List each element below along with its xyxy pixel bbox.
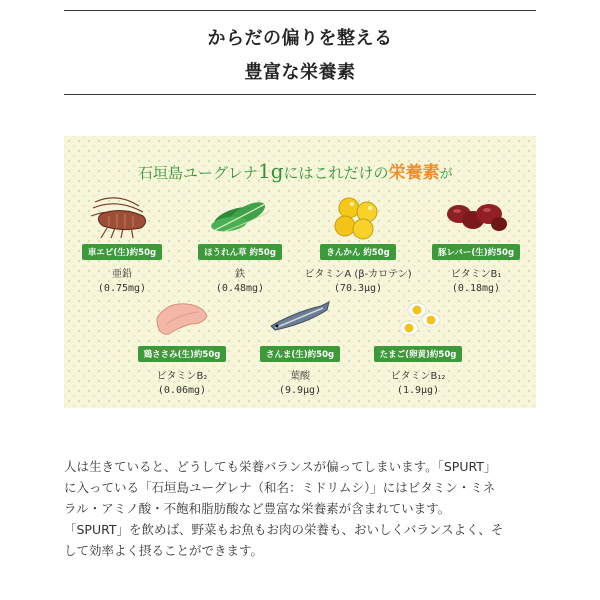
panel-title [138, 158, 468, 183]
spinach-icon [205, 192, 275, 240]
kumquat-icon [323, 192, 393, 240]
description-line: 「SPURT」を飲めば、野菜もお魚もお肉の栄養も、おいしくバランスよく、そ [64, 522, 504, 537]
nutrient-item-shrimp [64, 192, 180, 294]
nutrient-name: ビタミンB₂ [156, 371, 208, 382]
shrimp-icon [87, 192, 157, 240]
description-line: に入っている「石垣島ユーグレナ（和名：ミドリムシ）」にはビタミン・ミネ [64, 480, 496, 495]
description-line: して効率よく摂ることができます。 [64, 543, 264, 558]
nutrient-item-chicken [124, 294, 240, 396]
nutrient-panel [64, 136, 536, 408]
section-heading-line1: からだの偏りを整える [207, 28, 393, 49]
panel-title-part1: 石垣島ユーグレナ [138, 164, 259, 182]
description-line: ラル・アミノ酸・不飽和脂肪酸など豊富な栄養素が含まれています。 [64, 501, 451, 516]
nutrient-name: 葉酸 [290, 371, 310, 382]
saury-fish-icon [265, 294, 335, 342]
nutrient-amount: (1.9μg) [396, 385, 440, 396]
nutrient-name: 亜鉛 [112, 269, 132, 280]
top-divider [64, 10, 536, 11]
chicken-breast-icon [147, 294, 217, 342]
panel-title-part3: が [439, 167, 453, 182]
description-text [64, 456, 544, 561]
nutrient-item-kumquat [300, 192, 416, 294]
food-badge: 豚レバー(生)約50g [432, 244, 520, 260]
food-badge: きんかん 約50g [320, 244, 395, 260]
food-badge: さんま(生)約50g [260, 346, 340, 362]
nutrient-name: ビタミンB₁₂ [390, 371, 446, 382]
nutrient-item-egg-yolk [360, 294, 476, 396]
nutrient-amount: (9.9μg) [278, 385, 322, 396]
nutrient-item-saury [242, 294, 358, 396]
bottom-divider [64, 94, 536, 95]
nutrient-item-pork-liver [418, 192, 534, 294]
food-badge: たまご(卵黄)約50g [374, 346, 463, 362]
nutrient-name: 鉄 [235, 269, 245, 280]
panel-title-accent: 栄養素 [388, 163, 440, 183]
nutrient-amount: (0.18mg) [451, 283, 501, 294]
food-badge: 鶏ささみ(生)約50g [138, 346, 227, 362]
panel-title-part2: にはこれだけの [283, 164, 389, 182]
description-line: 人は生きていると、どうしても栄養バランスが偏ってしまいます。「SPURT」 [64, 459, 497, 474]
nutrient-amount: (0.75mg) [97, 283, 147, 294]
nutrient-item-spinach [182, 192, 298, 294]
food-badge: ほうれん草 約50g [198, 244, 282, 260]
egg-yolk-icon [383, 294, 453, 342]
section-heading-line2: 豊富な栄養素 [244, 62, 356, 83]
food-badge: 車エビ(生)約50g [82, 244, 162, 260]
nutrient-name: ビタミンB₁ [450, 269, 502, 280]
panel-title-amount: 1g [258, 159, 284, 183]
nutrient-name: ビタミンA (β-カロテン) [304, 269, 412, 280]
nutrient-amount: (70.3μg) [333, 283, 383, 294]
pork-liver-icon [441, 192, 511, 240]
nutrient-amount: (0.06mg) [157, 385, 207, 396]
nutrient-amount: (0.48mg) [215, 283, 265, 294]
